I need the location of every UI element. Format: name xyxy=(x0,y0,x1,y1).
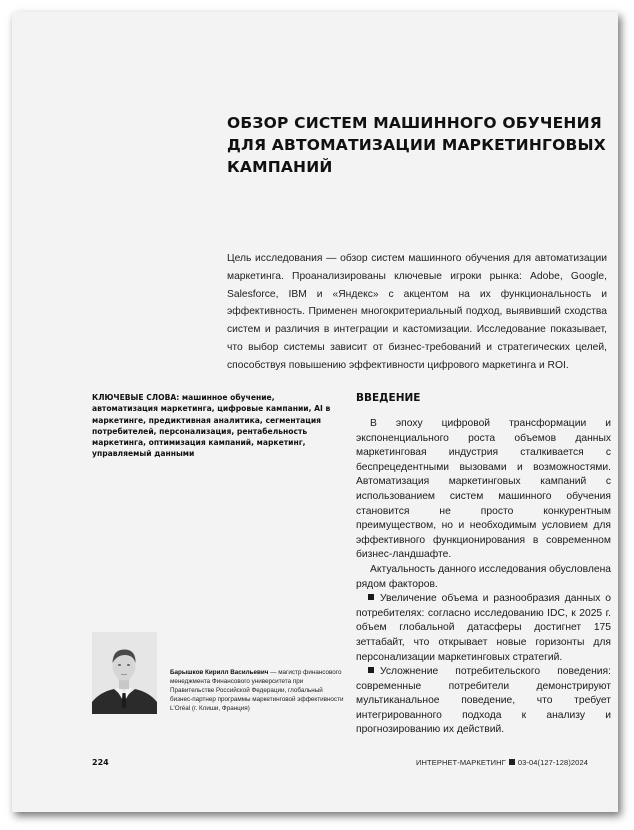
intro-bullet-2-text: Усложнение потребительского поведения: современные потребители демонстрируют мультиканальное поведение, что требует интегрированного подхода к анализу и прогнозированию их действий. xyxy=(356,666,611,736)
introduction-body xyxy=(356,417,611,738)
issue-number: 03-04(127-128)2024 xyxy=(517,758,588,767)
keywords-block xyxy=(92,392,342,460)
keywords-label: КЛЮЧЕВЫЕ СЛОВА: xyxy=(92,393,180,402)
bullet-square-icon xyxy=(368,594,374,600)
intro-paragraph-1: В эпоху цифровой трансформации и экспоненциального роста объемов данных маркетинговая индустрия сталкивается с беспрецедентными вызовами и возможностями. Автоматизация маркетинговых кампаний с использованием систем машинного обучения становится не просто конкурентным преимуществом, но и необходимым условием для эффективного функционирования в современном бизнес-ландшафте. xyxy=(356,418,611,561)
bullet-square-icon xyxy=(368,667,374,673)
author-bio: — магистр финансового менеджмента Финансового университета при Правительстве Российской Федерации, глобальный бизнес-партнер программы маркетинговой эффективности L'Oréal (г. Клиши, Франция) xyxy=(170,669,344,712)
page-number: 224 xyxy=(92,758,109,767)
running-head xyxy=(416,758,588,767)
intro-bullet-1 xyxy=(356,592,611,665)
journal-name: ИНТЕРНЕТ-МАРКЕТИНГ xyxy=(416,758,506,767)
section-heading-introduction: ВВЕДЕНИЕ xyxy=(356,392,421,404)
article-title: ОБЗОР СИСТЕМ МАШИННОГО ОБУЧЕНИЯ ДЛЯ АВТОМАТИЗАЦИИ МАРКЕТИНГОВЫХ КАМПАНИЙ xyxy=(227,114,606,176)
author-info xyxy=(170,668,345,713)
intro-bullet-2 xyxy=(356,665,611,738)
separator-square-icon xyxy=(509,759,515,765)
abstract: Цель исследования — обзор систем машинного обучения для автоматизации маркетинга. Проанализированы ключевые игроки рынка: Adobe, Google, Salesforce, IBM и «Яндекс» с акцентом на их функциональность и эффективность. Применен многокритериальный подход, выявивший сходства систем и различия в интеграции и кастомизации. Исследование показывает, что выбор системы зависит от бизнес-требований и стратегических целей, способствуя повышению эффективности цифрового маркетинга и ROI. xyxy=(227,253,607,371)
paper-page xyxy=(12,12,618,812)
author-portrait-icon xyxy=(92,632,157,714)
author-photo xyxy=(92,632,157,714)
author-name: Барышков Кирилл Васильевич xyxy=(170,669,269,676)
keywords-list: машинное обучение, автоматизация маркетинга, цифровые кампании, AI в маркетинге, предиктивная аналитика, сегментация потребителей, персонализация, рентабельность маркетинга, оптимизация кампаний, маркетинг, управляемый данными xyxy=(92,393,331,459)
intro-paragraph-2: Актуальность данного исследования обусловлена рядом факторов. xyxy=(356,563,611,590)
intro-bullet-1-text: Увеличение объема и разнообразия данных о потребителях: согласно исследованию IDC, к 2025 г. объем глобальной датасферы достигнет 175 зеттабайт, что открывает новые горизонты для персонализации маркетинговых стратегий. xyxy=(356,593,611,663)
